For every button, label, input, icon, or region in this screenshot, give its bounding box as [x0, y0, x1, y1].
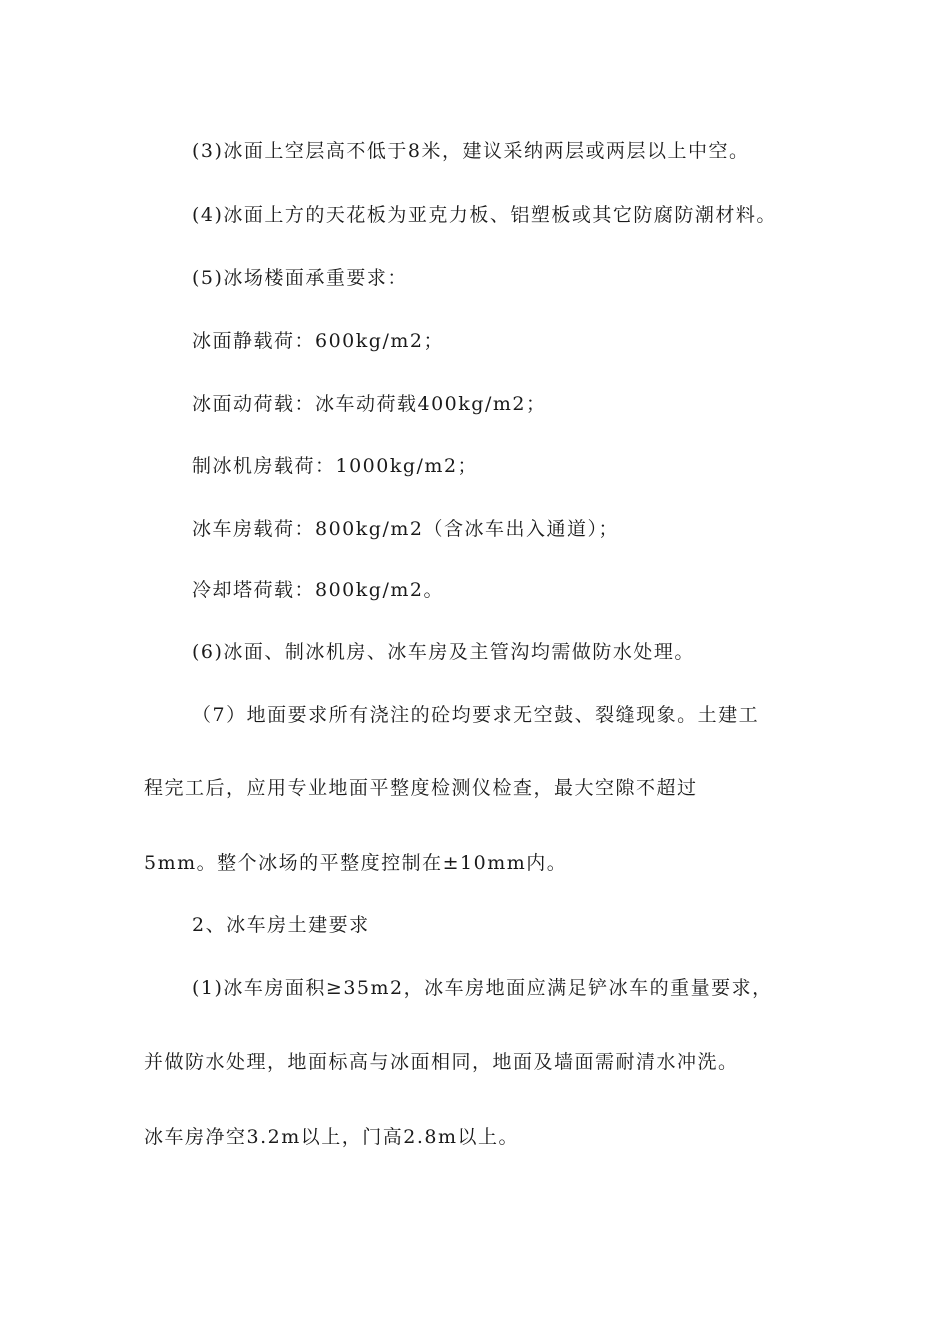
load-cooling-tower: 冷却塔荷载：800kg/m2。 [192, 579, 444, 601]
paragraph-6-waterproofing: (6)冰面、制冰机房、冰车房及主管沟均需做防水处理。 [192, 641, 695, 663]
load-ice-machine-room: 制冰机房载荷：1000kg/m2； [192, 455, 479, 477]
paragraph-7-line-1: （7）地面要求所有浇注的砼均要求无空鼓、裂缝现象。土建工 [192, 704, 760, 726]
paragraph-5-floor-load: (5)冰场楼面承重要求： [192, 267, 408, 289]
load-ice-dynamic: 冰面动荷载：冰车动荷载400kg/m2； [192, 393, 547, 415]
section-2-item-1-line-2: 并做防水处理，地面标高与冰面相同，地面及墙面需耐清水冲洗。 [144, 1051, 739, 1073]
paragraph-4-ceiling-material: (4)冰面上方的天花板为亚克力板、铝塑板或其它防腐防潮材料。 [192, 204, 777, 226]
load-ice-static: 冰面静载荷：600kg/m2； [192, 330, 444, 352]
section-2-heading: 2、冰车房土建要求 [192, 914, 370, 936]
section-2-item-1-line-3: 冰车房净空3.2m以上，门高2.8m以上。 [144, 1126, 519, 1148]
paragraph-7-line-2: 程完工后，应用专业地面平整度检测仪检查，最大空隙不超过 [144, 777, 698, 799]
paragraph-3-ceiling-height: (3)冰面上空层高不低于8米，建议采纳两层或两层以上中空。 [192, 140, 750, 162]
section-2-item-1-line-1: (1)冰车房面积≥35m2，冰车房地面应满足铲冰车的重量要求， [192, 977, 773, 999]
load-resurfacer-room: 冰车房载荷：800kg/m2（含冰车出入通道）； [192, 518, 619, 540]
paragraph-7-line-3: 5mm。整个冰场的平整度控制在±10mm内。 [144, 852, 568, 874]
